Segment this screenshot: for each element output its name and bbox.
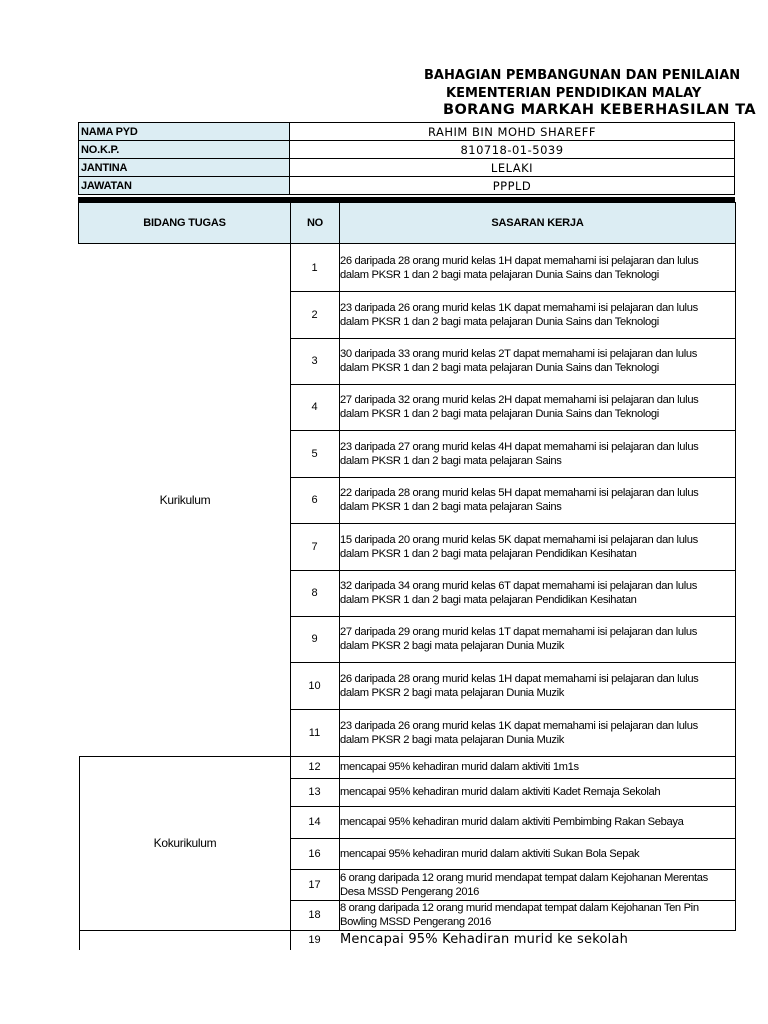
- target-text-line: 8 orang daripada 12 orang murid mendapat tempat dalam Kejohanan Ten Pin: [340, 902, 699, 914]
- info-table: [78, 122, 735, 195]
- target-text: [340, 430, 735, 477]
- row-number: 4: [311, 401, 318, 413]
- row-number: 8: [311, 587, 318, 599]
- grid-line: [290, 900, 736, 901]
- target-text: [340, 900, 735, 930]
- grid-line: [290, 384, 736, 385]
- target-text: [340, 806, 735, 838]
- target-text: [340, 570, 735, 616]
- grid-line: [290, 430, 736, 431]
- group-label-kurikulum: Kurikulum: [159, 493, 211, 507]
- grid-line: [290, 778, 736, 779]
- grid-line: [290, 806, 736, 807]
- target-text-line: 26 daripada 28 orang murid kelas 1H dapat memahami isi pelajaran dan lulus: [340, 254, 699, 267]
- target-text: [340, 869, 735, 900]
- target-text-line: mencapai 95% kehadiran murid dalam aktiviti Kadet Remaja Sekolah: [340, 786, 661, 798]
- grid-line: [290, 930, 736, 931]
- grid-line: [79, 930, 291, 931]
- target-text: [340, 523, 735, 570]
- column-header-bidang: BIDANG TUGAS: [78, 202, 291, 244]
- target-text: [340, 756, 735, 778]
- target-text: [340, 244, 735, 291]
- target-text: [340, 838, 735, 869]
- target-text-line: dalam PKSR 1 dan 2 bagi mata pelajaran Dunia Sains dan Teknologi: [340, 268, 659, 281]
- target-text: [340, 291, 735, 338]
- target-text-line: dalam PKSR 2 bagi mata pelajaran Dunia Muzik: [340, 640, 565, 652]
- info-row-jantina: [79, 159, 735, 177]
- target-text-line: dalam PKSR 1 dan 2 bagi mata pelajaran Pendidikan Kesihatan: [340, 547, 637, 560]
- info-value: 810718-01-5039: [290, 141, 735, 159]
- target-text-line: 23 daripada 26 orang murid kelas 1K dapat memahami isi pelajaran dan lulus: [340, 301, 698, 314]
- row-number: 13: [308, 786, 321, 798]
- target-text-line: Mencapai 95% Kehadiran murid ke sekolah: [340, 932, 629, 947]
- grid-line: [290, 838, 736, 839]
- target-text-line: dalam PKSR 2 bagi mata pelajaran Dunia Muzik: [340, 686, 565, 699]
- row-number: 12: [308, 761, 321, 773]
- group-label-kokurikulum: Kokurikulum: [153, 836, 217, 850]
- info-row-nokp: [79, 141, 735, 159]
- target-text-line: Bowling MSSD Pengerang 2016: [340, 916, 492, 928]
- info-row-nama: [79, 123, 735, 141]
- grid-line: [290, 756, 736, 757]
- info-row-jawatan: [79, 177, 735, 195]
- grid-line: [735, 244, 736, 931]
- target-text-line: mencapai 95% kehadiran murid dalam aktiviti 1m1s: [340, 761, 579, 773]
- target-text-line: 26 daripada 28 orang murid kelas 1H dapat memahami isi pelajaran dan lulus: [340, 672, 699, 685]
- row-number: 18: [308, 909, 321, 921]
- target-text: [340, 616, 735, 662]
- grid-line: [290, 244, 291, 950]
- target-text-line: 27 daripada 32 orang murid kelas 2H dapat memahami isi pelajaran dan lulus: [340, 394, 699, 406]
- header-line-2: KEMENTERIAN PENDIDIKAN MALAY: [446, 86, 702, 101]
- target-text-line: 32 daripada 34 orang murid kelas 6T dapat memahami isi pelajaran dan lulus: [340, 580, 697, 592]
- grid-line: [79, 756, 291, 757]
- target-text: [340, 384, 735, 430]
- target-text: [340, 338, 735, 384]
- target-text-line: dalam PKSR 1 dan 2 bagi mata pelajaran Sains: [340, 501, 562, 513]
- form-title: BORANG MARKAH KEBERHASILAN TA: [443, 102, 756, 118]
- grid-line: [290, 523, 736, 524]
- target-text-line: 22 daripada 28 orang murid kelas 5H dapat memahami isi pelajaran dan lulus: [340, 487, 699, 499]
- row-number: 10: [308, 679, 321, 692]
- target-text-line: mencapai 95% kehadiran murid dalam aktiviti Pembimbing Rakan Sebaya: [340, 816, 684, 828]
- column-header-sasaran: SASARAN KERJA: [339, 202, 736, 244]
- grid-line: [290, 477, 736, 478]
- target-text-line: dalam PKSR 1 dan 2 bagi mata pelajaran Dunia Sains dan Teknologi: [340, 362, 659, 374]
- target-text: [340, 477, 735, 523]
- target-text: [340, 930, 735, 950]
- row-number: 5: [311, 447, 318, 460]
- grid-line: [290, 662, 736, 663]
- header-line-1: BAHAGIAN PEMBANGUNAN DAN PENILAIAN: [424, 68, 741, 83]
- row-number: 16: [308, 847, 321, 860]
- row-number: 9: [311, 633, 318, 645]
- row-number: 2: [311, 308, 318, 321]
- column-header-no: NO: [290, 202, 340, 244]
- target-text-line: dalam PKSR 1 dan 2 bagi mata pelajaran Pendidikan Kesihatan: [340, 594, 637, 606]
- info-value: LELAKI: [290, 159, 735, 177]
- info-label: JAWATAN: [79, 177, 290, 195]
- target-text-line: dalam PKSR 1 dan 2 bagi mata pelajaran Dunia Sains dan Teknologi: [340, 408, 659, 420]
- grid-line: [79, 756, 80, 950]
- row-number: 7: [311, 540, 318, 553]
- target-text-line: 30 daripada 33 orang murid kelas 2T dapat memahami isi pelajaran dan lulus: [340, 348, 697, 360]
- target-text-line: 15 daripada 20 orang murid kelas 5K dapat memahami isi pelajaran dan lulus: [340, 533, 698, 546]
- info-label: NO.K.P.: [79, 141, 290, 159]
- grid-line: [339, 244, 340, 931]
- row-number: 3: [311, 355, 318, 367]
- grid-line: [290, 869, 736, 870]
- target-text-line: dalam PKSR 1 dan 2 bagi mata pelajaran Dunia Sains dan Teknologi: [340, 315, 659, 328]
- row-number: 6: [311, 494, 318, 506]
- target-text-line: dalam PKSR 1 dan 2 bagi mata pelajaran Sains: [340, 454, 562, 467]
- row-number: 11: [308, 726, 321, 739]
- target-text-line: Desa MSSD Pengerang 2016: [340, 885, 479, 898]
- info-label: JANTINA: [79, 159, 290, 177]
- info-label: NAMA PYD: [79, 123, 290, 141]
- grid-line: [290, 709, 736, 710]
- row-number: 17: [308, 878, 321, 891]
- row-number: 14: [308, 816, 321, 828]
- target-text: [340, 778, 735, 806]
- grid-line: [290, 338, 736, 339]
- target-text: [340, 662, 735, 709]
- target-text-line: 23 daripada 27 orang murid kelas 4H dapat memahami isi pelajaran dan lulus: [340, 440, 699, 453]
- target-text-line: 23 daripada 26 orang murid kelas 1K dapat memahami isi pelajaran dan lulus: [340, 719, 698, 732]
- grid-line: [290, 616, 736, 617]
- target-text-line: 27 daripada 29 orang murid kelas 1T dapat memahami isi pelajaran dan lulus: [340, 626, 697, 638]
- info-value: RAHIM BIN MOHD SHAREFF: [290, 123, 735, 141]
- grid-line: [290, 570, 736, 571]
- info-value: PPPLD: [290, 177, 735, 195]
- target-text-line: 6 orang daripada 12 orang murid mendapat tempat dalam Kejohanan Merentas: [340, 871, 708, 884]
- grid-line: [290, 291, 736, 292]
- row-number: 19: [308, 934, 321, 946]
- row-number: 1: [311, 261, 318, 274]
- target-text-line: mencapai 95% kehadiran murid dalam aktiviti Sukan Bola Sepak: [340, 847, 640, 860]
- target-text-line: dalam PKSR 2 bagi mata pelajaran Dunia Muzik: [340, 733, 565, 746]
- target-text: [340, 709, 735, 756]
